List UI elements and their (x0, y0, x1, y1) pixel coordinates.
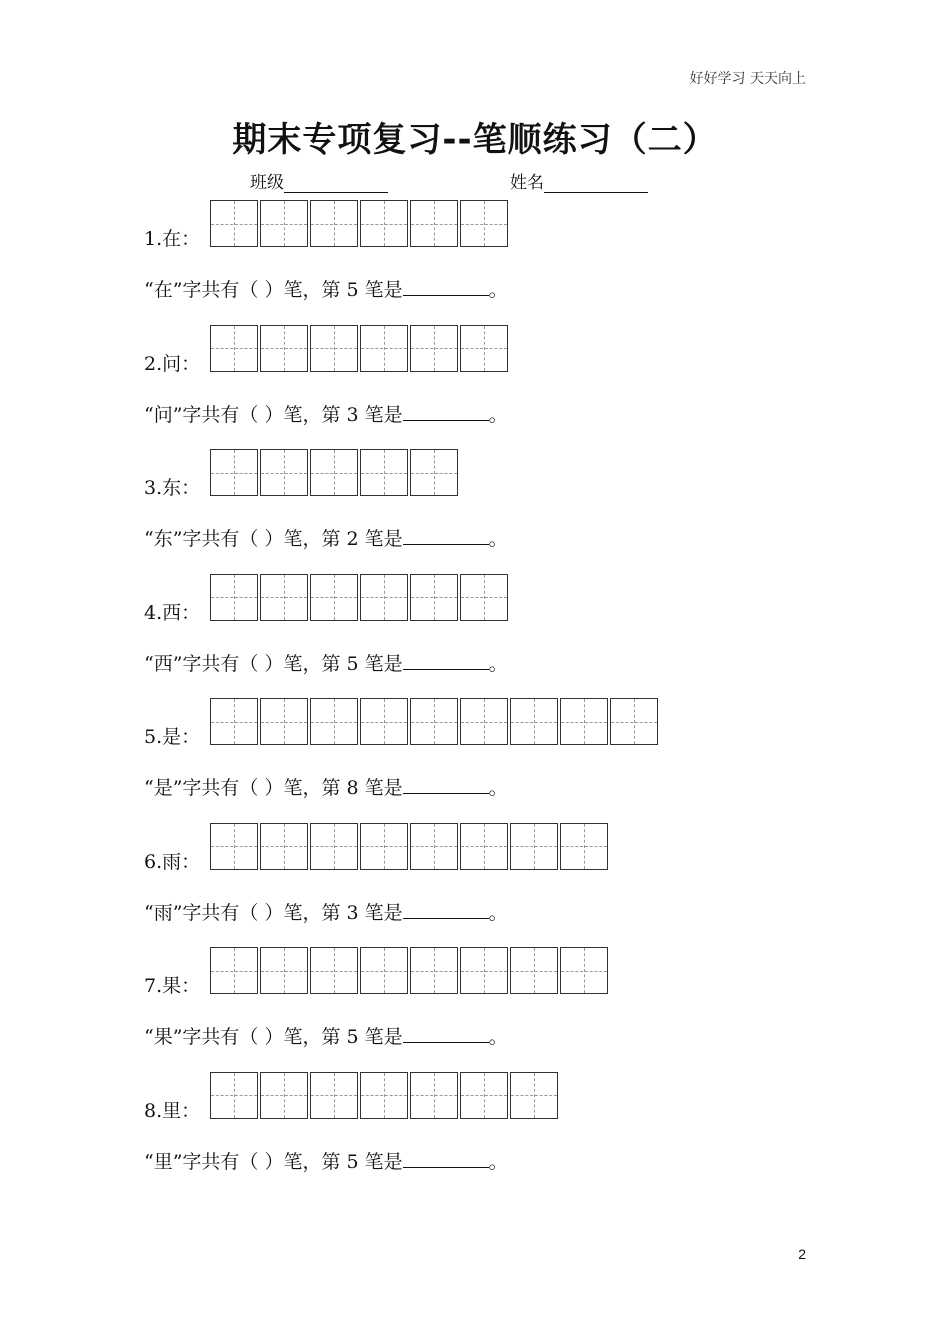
writing-cell[interactable] (410, 325, 458, 372)
question-end: 。 (488, 528, 508, 550)
stroke-question (144, 775, 508, 800)
writing-cell[interactable] (410, 574, 458, 621)
writing-cell[interactable] (410, 200, 458, 247)
writing-cell[interactable] (260, 200, 308, 247)
item-label: 6.雨： (144, 850, 201, 873)
stroke-question (144, 277, 508, 302)
writing-cell[interactable] (460, 325, 508, 372)
writing-cell[interactable] (310, 698, 358, 745)
writing-cell[interactable] (260, 698, 308, 745)
writing-cell[interactable] (410, 449, 458, 496)
name-blank[interactable] (544, 174, 648, 193)
writing-cell[interactable] (560, 823, 608, 870)
question-text: “问”字共有（ ）笔，第 3 笔是 (144, 403, 403, 426)
writing-grid (210, 823, 610, 870)
writing-cell[interactable] (410, 823, 458, 870)
writing-cell[interactable] (460, 1072, 508, 1119)
question-text: “是”字共有（ ）笔，第 8 笔是 (144, 777, 403, 799)
writing-cell[interactable] (260, 947, 308, 994)
writing-grid (210, 200, 510, 247)
item-label: 7.果： (144, 975, 201, 997)
stroke-question (144, 900, 508, 925)
writing-cell[interactable] (210, 574, 258, 621)
writing-cell[interactable] (310, 200, 358, 247)
writing-grid (210, 574, 510, 621)
writing-cell[interactable] (310, 449, 358, 496)
writing-cell[interactable] (410, 947, 458, 994)
writing-cell[interactable] (260, 1072, 308, 1119)
class-label: 班级 (250, 173, 284, 193)
writing-cell[interactable] (310, 947, 358, 994)
item-label: 2.问： (144, 352, 201, 375)
question-end: 。 (488, 279, 508, 301)
name-field (510, 168, 648, 193)
answer-blank[interactable] (403, 775, 489, 794)
writing-cell[interactable] (510, 823, 558, 870)
writing-cell[interactable] (260, 325, 308, 372)
question-text: “雨”字共有（ ）笔，第 3 笔是 (144, 901, 403, 924)
writing-cell[interactable] (360, 449, 408, 496)
writing-cell[interactable] (460, 200, 508, 247)
writing-cell[interactable] (360, 200, 408, 247)
page-header-text: 好好学习 天天向上 (689, 71, 806, 87)
writing-grid (210, 947, 610, 994)
stroke-question (144, 1149, 508, 1174)
writing-cell[interactable] (210, 947, 258, 994)
writing-cell[interactable] (360, 1072, 408, 1119)
question-text: “果”字共有（ ）笔，第 5 笔是 (144, 1026, 403, 1048)
question-end: 。 (488, 901, 508, 924)
writing-cell[interactable] (360, 574, 408, 621)
writing-cell[interactable] (460, 947, 508, 994)
writing-cell[interactable] (410, 698, 458, 745)
writing-grid (210, 1072, 560, 1119)
writing-cell[interactable] (460, 823, 508, 870)
writing-grid (210, 325, 510, 372)
stroke-question (144, 1024, 508, 1049)
question-text: “东”字共有（ ）笔，第 2 笔是 (144, 528, 403, 550)
writing-cell[interactable] (510, 1072, 558, 1119)
writing-cell[interactable] (510, 947, 558, 994)
page-title: 期末专项复习--笔顺练习（二） (232, 120, 718, 160)
question-end: 。 (488, 652, 508, 675)
question-text: “在”字共有（ ）笔，第 5 笔是 (144, 279, 403, 301)
writing-cell[interactable] (310, 574, 358, 621)
answer-blank[interactable] (403, 651, 489, 670)
question-end: 。 (488, 777, 508, 799)
stroke-question (144, 651, 508, 676)
writing-cell[interactable] (210, 325, 258, 372)
writing-cell[interactable] (560, 698, 608, 745)
question-end: 。 (488, 1150, 508, 1173)
writing-cell[interactable] (210, 698, 258, 745)
question-end: 。 (488, 1026, 508, 1048)
answer-blank[interactable] (403, 402, 489, 421)
writing-grid (210, 449, 460, 496)
question-text: “里”字共有（ ）笔，第 5 笔是 (144, 1150, 403, 1173)
writing-cell[interactable] (310, 1072, 358, 1119)
class-field (250, 168, 388, 193)
writing-cell[interactable] (460, 574, 508, 621)
writing-cell[interactable] (360, 698, 408, 745)
answer-blank[interactable] (403, 277, 489, 296)
writing-cell[interactable] (560, 947, 608, 994)
writing-cell[interactable] (210, 823, 258, 870)
question-end: 。 (488, 403, 508, 426)
writing-grid (210, 698, 660, 745)
writing-cell[interactable] (360, 947, 408, 994)
item-label: 8.里： (144, 1099, 201, 1122)
writing-cell[interactable] (260, 449, 308, 496)
answer-blank[interactable] (403, 1149, 489, 1168)
answer-blank[interactable] (403, 526, 489, 545)
item-label: 1.在： (144, 228, 201, 250)
writing-cell[interactable] (360, 823, 408, 870)
writing-cell[interactable] (510, 698, 558, 745)
writing-cell[interactable] (310, 823, 358, 870)
answer-blank[interactable] (403, 1024, 489, 1043)
answer-blank[interactable] (403, 900, 489, 919)
writing-cell[interactable] (210, 1072, 258, 1119)
class-blank[interactable] (284, 174, 388, 193)
writing-cell[interactable] (260, 574, 308, 621)
item-label: 5.是： (144, 726, 201, 748)
name-label: 姓名 (510, 173, 544, 193)
page-number: 2 (798, 1246, 806, 1262)
stroke-question (144, 526, 508, 551)
item-label: 3.东： (144, 477, 201, 499)
stroke-question (144, 402, 508, 427)
question-text: “西”字共有（ ）笔，第 5 笔是 (144, 652, 403, 675)
writing-cell[interactable] (210, 200, 258, 247)
writing-cell[interactable] (360, 325, 408, 372)
item-label: 4.西： (144, 601, 201, 624)
writing-cell[interactable] (260, 823, 308, 870)
writing-cell[interactable] (610, 698, 658, 745)
writing-cell[interactable] (310, 325, 358, 372)
writing-cell[interactable] (410, 1072, 458, 1119)
writing-cell[interactable] (210, 449, 258, 496)
writing-cell[interactable] (460, 698, 508, 745)
